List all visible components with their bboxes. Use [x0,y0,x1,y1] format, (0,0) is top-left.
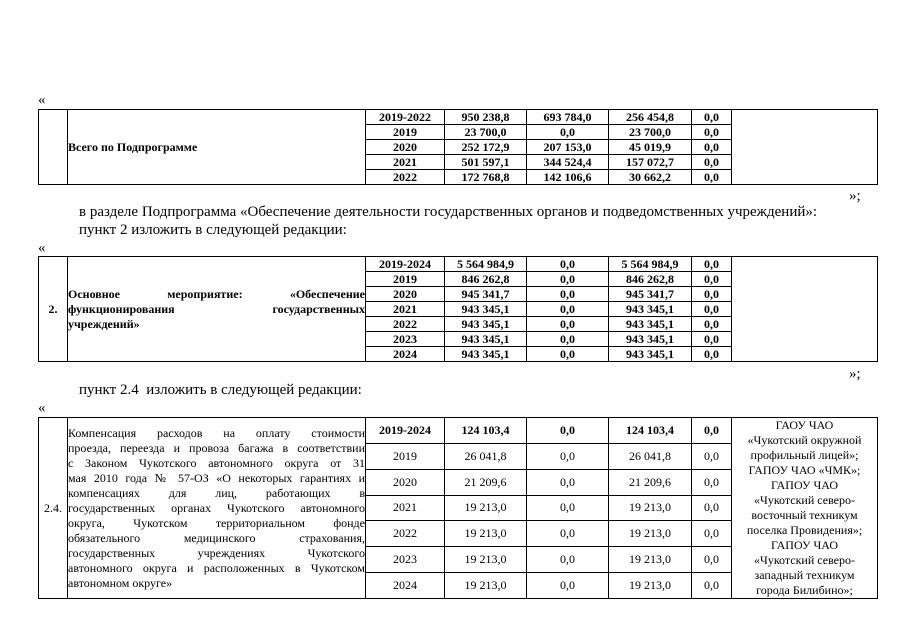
description-line: проезда, переезда и провоза багажа в соответствии [68,440,365,455]
amount-source-2-cell: 30 662,2 [609,170,692,185]
activity-title-line: учреждений» [68,316,140,331]
amount-source-1-cell: 142 106,6 [527,170,609,185]
amount-total-cell: 21 209,6 [445,469,527,495]
period-cell: 2019-2024 [366,418,445,444]
amount-source-1-cell: 0,0 [527,317,609,332]
amount-source-1-cell: 0,0 [527,443,609,469]
period-cell: 2021 [366,155,445,170]
amount-total-cell: 5 564 984,9 [445,257,527,272]
opening-quote: « [38,240,46,256]
amount-source-2-cell: 943 345,1 [609,302,692,317]
executor-line: ГАПОУ ЧАО «ЧМК»; [748,463,861,477]
amount-source-3-cell: 0,0 [692,140,732,155]
executor-cell [732,110,878,185]
amount-source-1-cell: 344 524,4 [527,155,609,170]
period-cell: 2024 [366,347,445,362]
amount-total-cell: 943 345,1 [445,347,527,362]
amount-source-1-cell: 0,0 [527,418,609,444]
amount-source-2-cell: 846 262,8 [609,272,692,287]
table-row [39,257,878,272]
amount-source-2-cell: 23 700,0 [609,125,692,140]
amount-total-cell: 943 345,1 [445,302,527,317]
amount-source-2-cell: 26 041,8 [609,443,692,469]
description-line: мая 2010 года № 57-ОЗ «О некоторых гарантиях и [68,470,365,485]
executor-line: западный техникум [754,568,855,582]
period-cell: 2019 [366,443,445,469]
amount-total-cell: 172 768,8 [445,170,527,185]
amount-total-cell: 252 172,9 [445,140,527,155]
amount-source-1-cell: 693 784,0 [527,110,609,125]
executor-line: ГАПОУ ЧАО [771,538,838,552]
number-cell [39,110,68,185]
amount-total-cell: 846 262,8 [445,272,527,287]
subprogram-total-label: Всего по Подпрограмме [68,110,366,185]
opening-quote: « [38,92,46,108]
compensation-table [38,417,878,599]
amount-source-3-cell: 0,0 [692,125,732,140]
amount-source-2-cell: 19 213,0 [609,547,692,573]
amount-total-cell: 950 238,8 [445,110,527,125]
description-line: с Законом Чукотского автономного округа от 31 [68,455,365,470]
amount-source-1-cell: 0,0 [527,495,609,521]
period-cell: 2023 [366,547,445,573]
amount-source-3-cell: 0,0 [692,443,732,469]
amount-source-1-cell: 0,0 [527,302,609,317]
amount-source-1-cell: 0,0 [527,469,609,495]
executor-line: города Билибино»; [756,583,853,597]
amount-total-cell: 19 213,0 [445,495,527,521]
closing-quote: »; [849,188,861,204]
description-line: автономного округа и расположенных в Чукотском [68,560,365,575]
section-change-text: в разделе Подпрограмма «Обеспечение деятельности государственных органов и подведомственных учреждений»: [79,204,818,220]
amount-source-1-cell: 0,0 [527,547,609,573]
period-cell: 2022 [366,170,445,185]
amount-source-1-cell: 0,0 [527,287,609,302]
executor-cell [732,257,878,362]
activity-title-line: функционирования государственных [68,301,365,316]
amount-total-cell: 19 213,0 [445,547,527,573]
amount-source-3-cell: 0,0 [692,170,732,185]
period-cell: 2019 [366,272,445,287]
description-line: государственных учреждениях Чукотского [68,545,365,560]
description-line: обязательного медицинского страхования, [68,530,365,545]
amount-total-cell: 124 103,4 [445,418,527,444]
period-cell: 2019 [366,125,445,140]
period-cell: 2024 [366,573,445,599]
amount-source-2-cell: 124 103,4 [609,418,692,444]
executor-line: «Чукотский северо- [754,553,855,567]
amount-source-2-cell: 157 072,7 [609,155,692,170]
executor-line: «Чукотский северо- [754,493,855,507]
amount-source-2-cell: 943 345,1 [609,317,692,332]
item24-instruction-text: пункт 2.4 изложить в следующей редакции: [79,382,362,398]
amount-source-2-cell: 45 019,9 [609,140,692,155]
item2-instruction-text: пункт 2 изложить в следующей редакции: [79,222,347,238]
amount-total-cell: 26 041,8 [445,443,527,469]
amount-source-2-cell: 19 213,0 [609,521,692,547]
executor-line: «Чукотский окружной [747,433,862,447]
amount-source-2-cell: 19 213,0 [609,495,692,521]
amount-source-3-cell: 0,0 [692,347,732,362]
description-line: государственных органах Чукотского автономного [68,500,365,515]
amount-source-1-cell: 0,0 [527,272,609,287]
period-cell: 2022 [366,317,445,332]
description-line: компенсациях для лиц, работающих в [68,485,365,500]
item-number: 2.4. [44,500,62,515]
period-cell: 2020 [366,140,445,155]
amount-source-3-cell: 0,0 [692,272,732,287]
period-cell: 2021 [366,495,445,521]
amount-source-1-cell: 0,0 [527,347,609,362]
description-line: Компенсация расходов на оплату стоимости [68,425,365,440]
amount-source-3-cell: 0,0 [692,547,732,573]
amount-source-3-cell: 0,0 [692,573,732,599]
amount-source-3-cell: 0,0 [692,302,732,317]
amount-source-3-cell: 0,0 [692,110,732,125]
description-line: округа, Чукотском территориальном фонде [68,515,365,530]
amount-source-2-cell: 943 345,1 [609,332,692,347]
amount-source-3-cell: 0,0 [692,257,732,272]
amount-source-2-cell: 943 345,1 [609,347,692,362]
amount-source-2-cell: 5 564 984,9 [609,257,692,272]
amount-source-2-cell: 19 213,0 [609,573,692,599]
amount-source-1-cell: 0,0 [527,573,609,599]
main-activity-table [38,256,878,362]
amount-source-3-cell: 0,0 [692,418,732,444]
subprogram-total-table [38,109,878,185]
executor-line: профильный лицей»; [750,448,859,462]
number-cell [39,257,68,362]
item-number: 2. [48,301,58,316]
activity-title-cell [68,257,366,362]
period-cell: 2021 [366,302,445,317]
amount-source-1-cell: 0,0 [527,257,609,272]
closing-quote: »; [849,366,861,382]
amount-total-cell: 943 345,1 [445,332,527,347]
amount-total-cell: 19 213,0 [445,573,527,599]
period-cell: 2022 [366,521,445,547]
amount-source-3-cell: 0,0 [692,521,732,547]
amount-source-1-cell: 0,0 [527,332,609,347]
executor-line: ГАПОУ ЧАО [771,478,838,492]
amount-source-3-cell: 0,0 [692,469,732,495]
period-cell: 2023 [366,332,445,347]
executor-line: ГАОУ ЧАО [775,418,834,432]
activity-title-line: Основное мероприятие: «Обеспечение [68,286,365,301]
amount-source-1-cell: 0,0 [527,125,609,140]
description-cell [68,418,366,599]
executor-line: восточный техникум [751,508,858,522]
amount-total-cell: 19 213,0 [445,521,527,547]
amount-total-cell: 23 700,0 [445,125,527,140]
period-cell: 2020 [366,469,445,495]
amount-total-cell: 945 341,7 [445,287,527,302]
period-cell: 2019-2024 [366,257,445,272]
amount-source-3-cell: 0,0 [692,317,732,332]
period-cell: 2019-2022 [366,110,445,125]
description-line: автономном округе» [68,575,173,590]
amount-source-1-cell: 0,0 [527,521,609,547]
table-row [39,418,878,444]
table-row [39,110,878,125]
amount-source-3-cell: 0,0 [692,155,732,170]
amount-source-2-cell: 945 341,7 [609,287,692,302]
amount-source-3-cell: 0,0 [692,287,732,302]
amount-total-cell: 501 597,1 [445,155,527,170]
amount-total-cell: 943 345,1 [445,317,527,332]
executor-line: поселка Провидения»; [746,523,863,537]
period-cell: 2020 [366,287,445,302]
amount-source-2-cell: 256 454,8 [609,110,692,125]
amount-source-3-cell: 0,0 [692,332,732,347]
amount-source-3-cell: 0,0 [692,495,732,521]
amount-source-1-cell: 207 153,0 [527,140,609,155]
amount-source-2-cell: 21 209,6 [609,469,692,495]
opening-quote: « [38,400,46,416]
number-cell [39,418,68,599]
executor-cell [732,418,878,599]
